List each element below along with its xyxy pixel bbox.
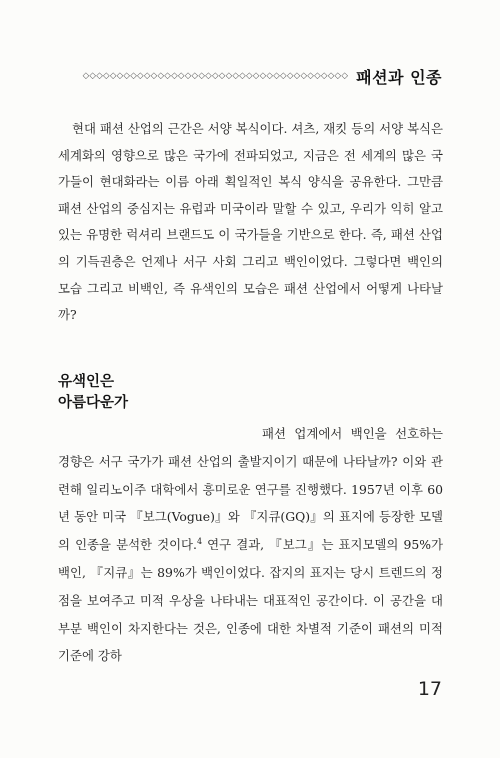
- intro-paragraph: [58, 116, 443, 329]
- section-text-part-1: 패션 업계에서 백인을 선호하는 경향은 서구 국가가 패션 산업의 출발지이기 때문에 나타날까? 이와 관련해 일리노이주 대학에서 흥미로운 연구를 진행했다. 1957년 이후 60년 동안 미국 『보그(Vogue)』와 『지큐(GQ)』의 표지에 등장한 모델의 인종을 분석한 것이다.: [58, 426, 443, 553]
- intro-paragraph-text: 현대 패션 산업의 근간은 서양 복식이다. 셔츠, 재킷 등의 서양 복식은 세계화의 영향으로 많은 국가에 전파되었고, 지금은 전 세계의 많은 국가들이 현대화라는 이름 아래 획일적인 복식 양식을 공유한다. 그만큼 패션 산업의 중심지는 유럽과 미국이라 말할 수 있고, 우리가 익히 알고 있는 유명한 럭셔리 브랜드도 이 국가들을 기반으로 한다. 즉, 패션 산업의 기득권층은 언제나 서구 사회 그리고 백인이었다. 그렇다면 백인의 모습 그리고 비백인, 즉 유색인의 모습은 패션 산업에서 어떻게 나타날까?: [58, 121, 443, 323]
- footnote-marker: 4: [196, 537, 203, 547]
- diamond-ornament: ◇◇◇◇◇◇◇◇◇◇◇◇◇◇◇◇◇◇◇◇◇◇◇◇◇◇◇◇◇◇◇◇◇◇◇◇◇◇◇: [82, 71, 349, 81]
- section-heading-line-2: 아름다운가: [58, 395, 129, 411]
- chapter-title: 패션과 인종: [356, 67, 442, 87]
- section-paragraph: [58, 420, 443, 670]
- chapter-header: [58, 62, 442, 90]
- page-number: 17: [417, 678, 442, 700]
- section-text-part-2: 연구 결과, 『보그』는 표지모델의 95%가 백인, 『지큐』는 89%가 백인이었다. 잡지의 표지는 당시 트렌드의 정점을 보여주고 미적 우상을 나타내는 대표적인 공간이다. 이 공간을 대부분 백인이 차지한다는 것은, 인종에 대한 차별적 기준이 패션의 미적 기준에 강하: [58, 537, 443, 664]
- section-heading-line-1: 유색인은: [58, 374, 115, 390]
- section-heading: [58, 372, 128, 414]
